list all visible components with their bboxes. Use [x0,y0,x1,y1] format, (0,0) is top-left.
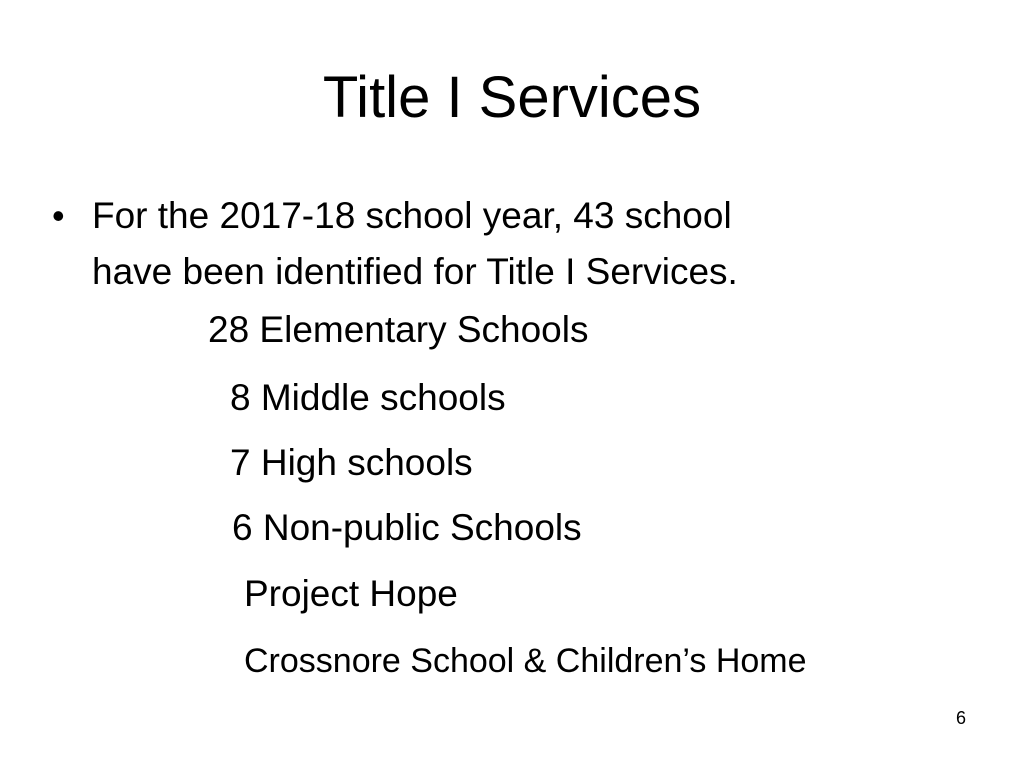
item-high-schools: 7 High schools [230,442,473,483]
item-project-hope: Project Hope [244,573,458,614]
bullet-line-2: have been identified for Title I Services. [92,251,738,292]
bullet-line-1: For the 2017-18 school year, 43 school [92,195,732,236]
bullet-marker: • [52,195,65,236]
item-crossnore-school: Crossnore School & Children’s Home [244,642,807,680]
slide-number: 6 [955,708,966,728]
item-elementary-schools: 28 Elementary Schools [208,309,589,350]
bullet-text [92,188,952,300]
item-middle-schools: 8 Middle schools [230,377,506,418]
slide-title: Title I Services [322,65,702,130]
item-non-public-schools: 6 Non-public Schools [232,507,582,548]
